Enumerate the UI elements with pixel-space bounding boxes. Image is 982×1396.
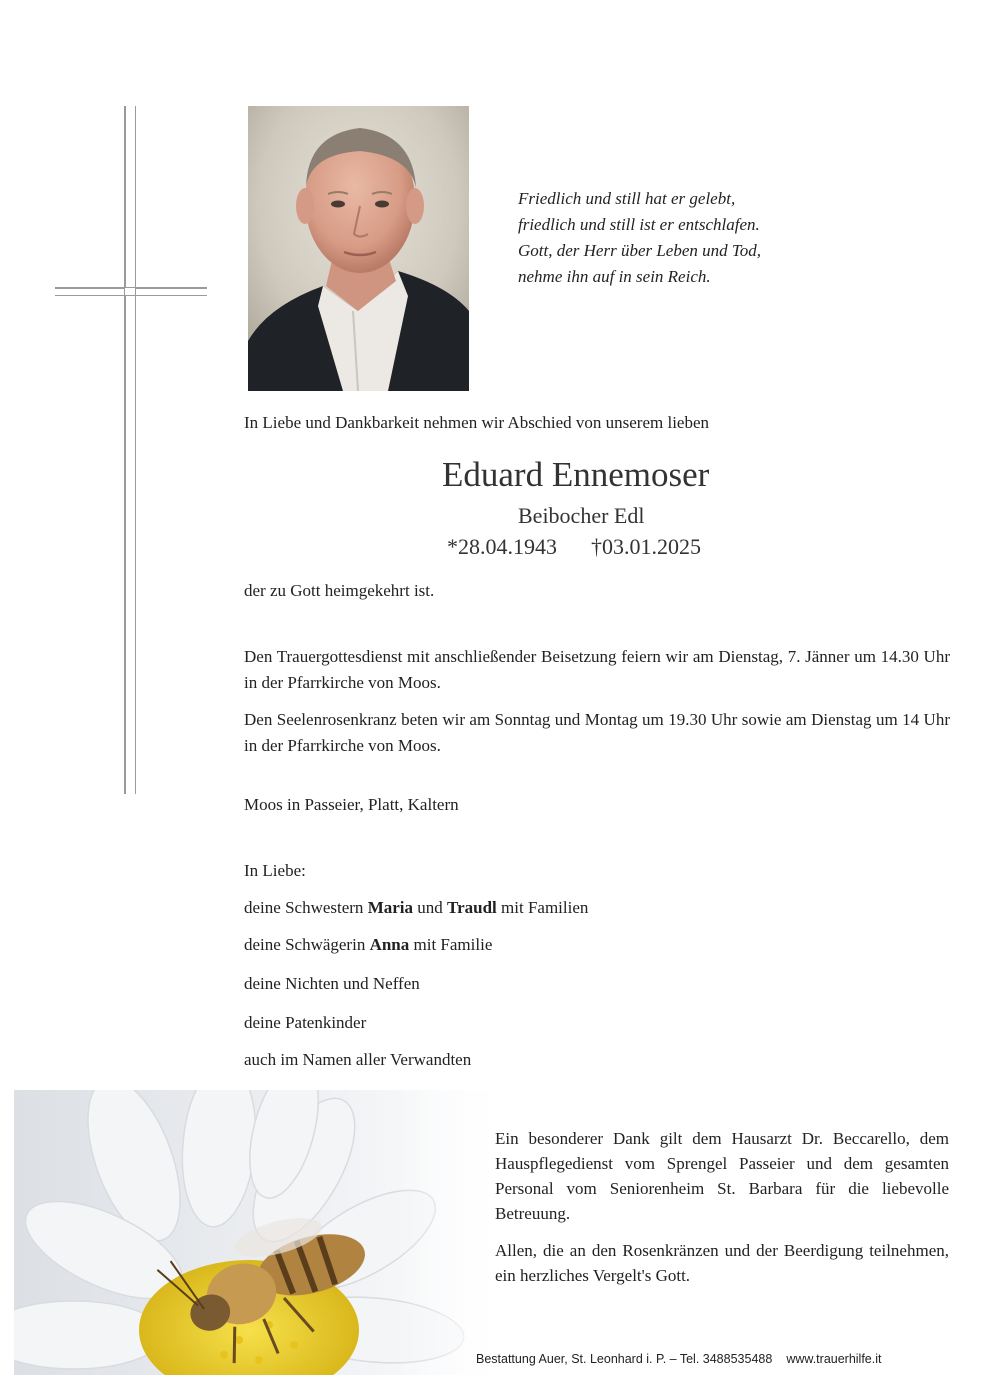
- poem-line: Gott, der Herr über Leben und Tod,: [518, 241, 762, 260]
- life-dates: [447, 534, 701, 560]
- thanks-paragraph: Allen, die an den Rosenkränzen und der Beerdigung teilnehmen, ein herzliches Vergelt's Gott.: [495, 1241, 949, 1285]
- deceased-nickname: Beibocher Edl: [518, 503, 645, 528]
- birth-date: *28.04.1943: [447, 534, 557, 559]
- mourner-line: deine Nichten und Neffen: [244, 974, 420, 993]
- intro-text: In Liebe und Dankbarkeit nehmen wir Abschied von unserem lieben: [244, 413, 710, 432]
- mourner-text: mit Familien: [496, 898, 589, 917]
- mourner-name: Traudl: [447, 898, 497, 917]
- poem-line: nehme ihn auf in sein Reich.: [518, 267, 711, 286]
- website-text: www.trauerhilfe.it: [786, 1352, 882, 1366]
- mourner-line: deine Patenkinder: [244, 1013, 367, 1032]
- funeral-service-text: Den Trauergottesdienst mit anschließender Beisetzung feiern wir am Dienstag, 7. Jänner um 14.30 Uhr in der Pfarrkirche von Moos.: [244, 647, 950, 692]
- cross-intersection: [125, 288, 135, 295]
- mourner-line: [244, 935, 492, 955]
- mourner-name: Maria: [367, 898, 414, 917]
- daisy-bee-image: [14, 1090, 514, 1375]
- places-text: Moos in Passeier, Platt, Kaltern: [244, 795, 459, 814]
- mourner-line: [244, 898, 588, 918]
- poem: [518, 186, 761, 290]
- mourner-line: auch im Namen aller Verwandten: [244, 1050, 472, 1069]
- funeral-home-info: Bestattung Auer, St. Leonhard i. P. – Tel. 3488535488: [476, 1352, 773, 1366]
- mourner-text: deine Schwägerin: [244, 935, 370, 954]
- death-date: †03.01.2025: [591, 534, 701, 559]
- closing-text: der zu Gott heimgekehrt ist.: [244, 581, 435, 600]
- footer: [476, 1352, 882, 1366]
- poem-line: friedlich und still ist er entschlafen.: [518, 215, 760, 234]
- poem-line: Friedlich und still hat er gelebt,: [518, 189, 736, 208]
- mourner-text: und: [413, 898, 448, 917]
- mourner-name: Anna: [369, 935, 410, 954]
- in-love-heading: In Liebe:: [244, 861, 306, 880]
- cross-vertical-bar: [124, 106, 136, 794]
- deceased-name: Eduard Ennemoser: [442, 455, 710, 494]
- thanks-paragraph: Ein besonderer Dank gilt dem Hausarzt Dr. Beccarello, dem Hauspflegedienst vom Sprengel Passeier und dem gesamten Personal vom Seniorenheim St. Barbara für die liebevolle Betreuung.: [495, 1129, 949, 1223]
- mourner-text: deine Schwestern: [244, 898, 368, 917]
- rosary-text: Den Seelenrosenkranz beten wir am Sonntag und Montag um 19.30 Uhr sowie am Dienstag um 14 Uhr in der Pfarrkirche von Moos.: [244, 710, 950, 755]
- mourner-text: mit Familie: [409, 935, 493, 954]
- portrait-photo: [248, 106, 469, 391]
